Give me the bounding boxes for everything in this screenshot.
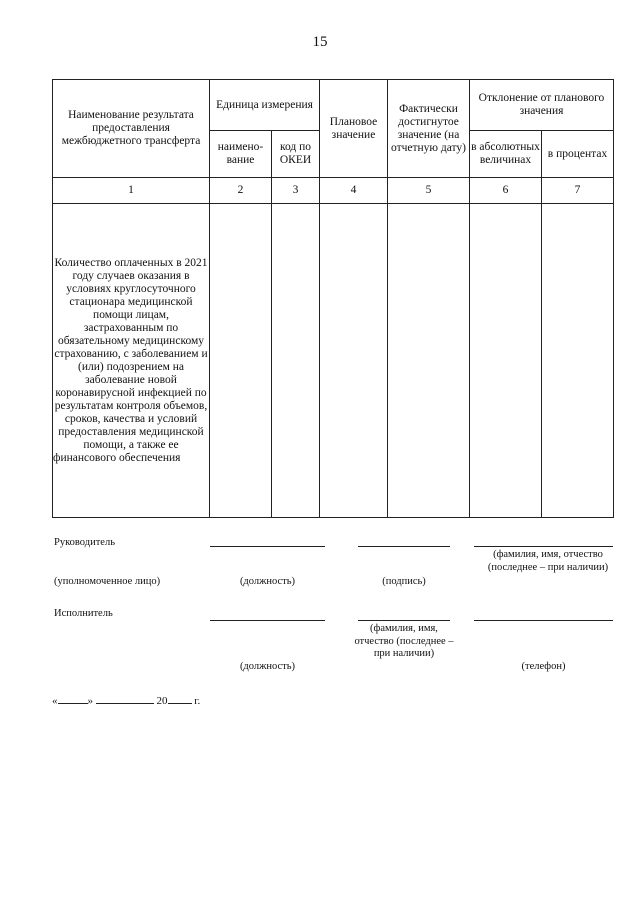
date-month-blank <box>96 693 154 704</box>
head-signature-line <box>358 546 450 547</box>
actual-value-cell <box>388 204 470 518</box>
unit-okei-cell <box>272 204 320 518</box>
executor-position-caption: (должность) <box>239 661 296 672</box>
header-unit-name: наимено-вание <box>210 131 272 178</box>
header-result-name: Наименование результата предоставления межбюджетного трансферта <box>53 80 210 178</box>
date-line <box>52 693 200 707</box>
column-number-6: 6 <box>470 178 542 204</box>
head-sub-label: (уполномоченное лицо) <box>54 576 161 587</box>
executor-phone-caption: (телефон) <box>521 661 566 672</box>
column-number-2: 2 <box>210 178 272 204</box>
header-deviation-group: Отклонение от планового значения <box>470 80 614 131</box>
date-year-prefix: 20 <box>156 695 168 707</box>
column-number-row <box>53 178 614 204</box>
header-planned-value: Плановое значение <box>320 80 388 178</box>
deviation-percent-cell <box>542 204 614 518</box>
head-signature-caption: (подпись) <box>382 576 426 587</box>
executor-phone-line <box>474 620 613 621</box>
executor-label: Исполнитель <box>54 608 113 619</box>
planned-value-cell <box>320 204 388 518</box>
column-number-7: 7 <box>542 178 614 204</box>
date-close-quote: » <box>87 695 93 707</box>
date-year-suffix: г. <box>194 695 201 707</box>
header-deviation-percent: в процентах <box>542 131 614 178</box>
executor-position-line <box>210 620 325 621</box>
head-fio-caption: (фамилия, имя, отчество (последнее – при наличии) <box>487 549 609 573</box>
header-actual-value: Фактически достигнутое значение (на отчетную дату) <box>388 80 470 178</box>
date-open-quote: « <box>52 695 58 707</box>
header-unit-group: Единица измерения <box>210 80 320 131</box>
head-fio-line <box>474 546 613 547</box>
header-unit-okei: код по ОКЕИ <box>272 131 320 178</box>
result-name-cell: Количество оплаченных в 2021 году случаев оказания в условиях круглосуточного стационара медицинской помощи лицам, застрахованным по обязательному медицинскому страхованию, с заболеванием и (или) подозрением на заболевание новой коронавирусной инфекцией по результатам контроля объемов, сроков, качества и условий предоставления медицинской помощи, а также ее финансового обеспечения <box>53 204 210 518</box>
header-deviation-absolute: в абсолютных величинах <box>470 131 542 178</box>
unit-name-cell <box>210 204 272 518</box>
date-day-blank <box>58 693 88 704</box>
column-number-1: 1 <box>53 178 210 204</box>
head-position-line <box>210 546 325 547</box>
head-position-caption: (должность) <box>239 576 296 587</box>
column-number-4: 4 <box>320 178 388 204</box>
column-number-5: 5 <box>388 178 470 204</box>
page-number: 15 <box>312 34 328 50</box>
date-year-blank <box>168 693 192 704</box>
table-header-row-1 <box>53 80 614 131</box>
report-table <box>52 79 614 518</box>
head-label: Руководитель <box>54 537 115 548</box>
deviation-absolute-cell <box>470 204 542 518</box>
executor-fio-caption: (фамилия, имя, отчество (последнее – при наличии) <box>354 623 454 659</box>
executor-fio-line <box>358 620 450 621</box>
table-row <box>53 204 614 518</box>
column-number-3: 3 <box>272 178 320 204</box>
